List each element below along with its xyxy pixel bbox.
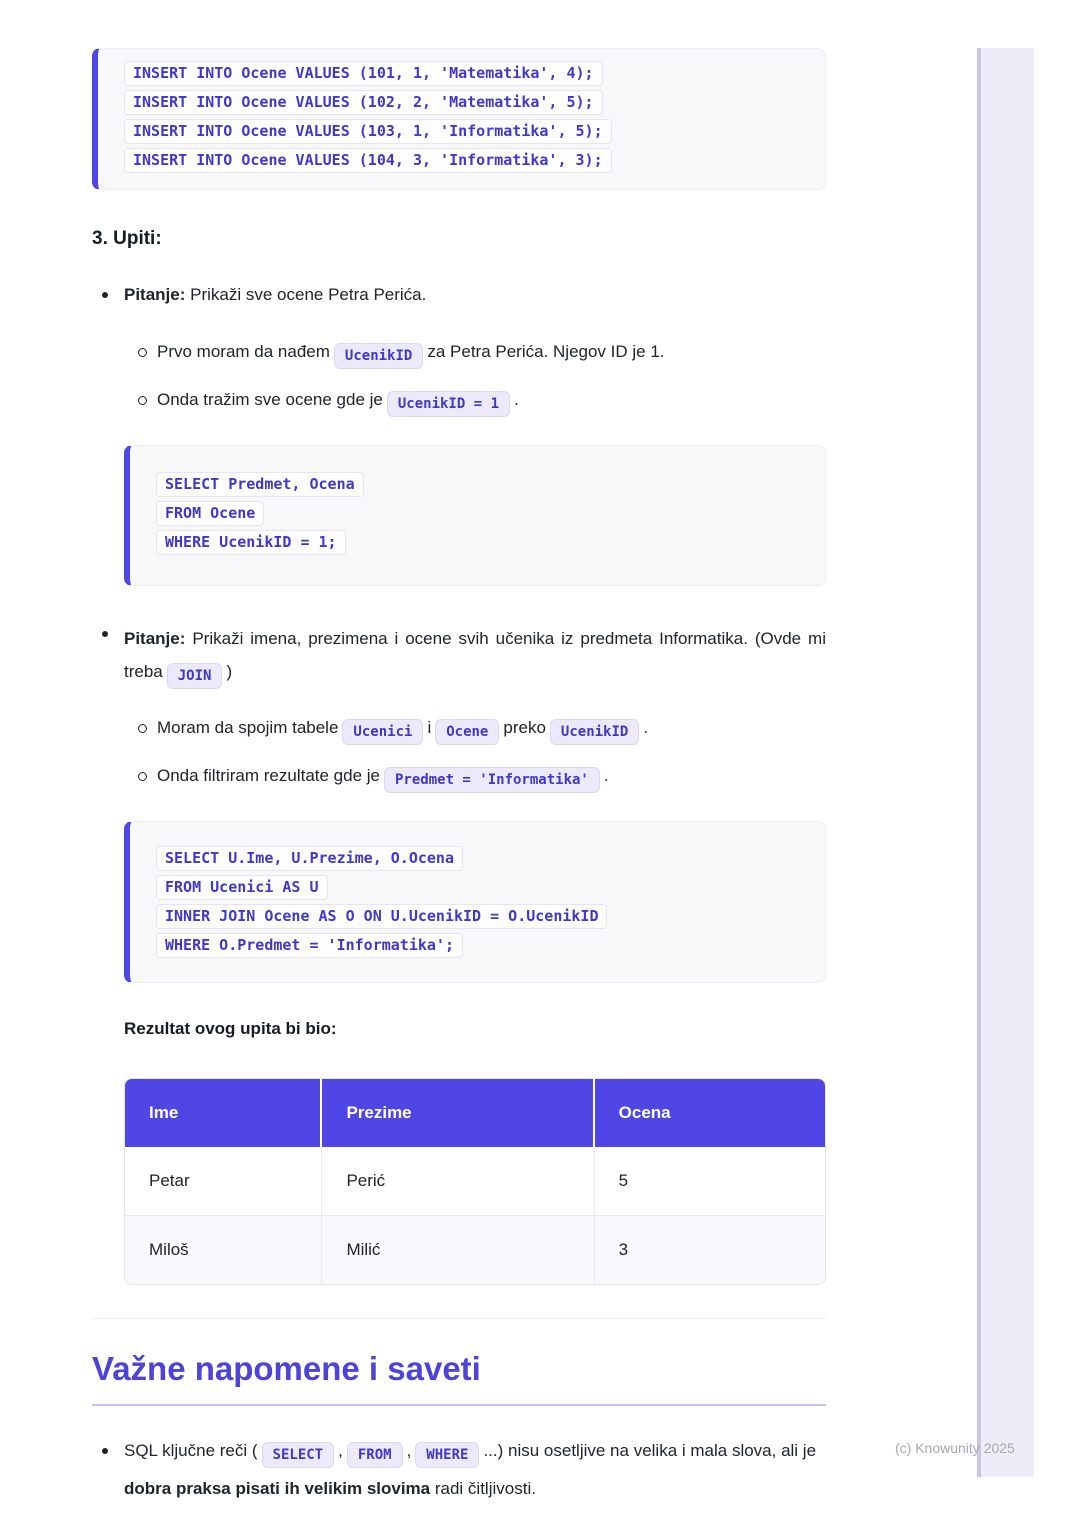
question-1-text — [124, 283, 826, 307]
sql-code: SELECT U.Ime, U.Prezime, O.Ocena — [156, 846, 463, 871]
step-text-post: za Petra Perića. Njegov ID je 1. — [427, 342, 665, 361]
code-block-join — [124, 821, 826, 983]
note-text-bold: dobra praksa pisati ih velikim slovima — [124, 1479, 431, 1498]
question-label: Pitanje: — [124, 285, 186, 304]
code-line — [124, 119, 805, 144]
note-1-text — [124, 1432, 826, 1508]
section-heading-napomene: Važne napomene i saveti — [92, 1348, 826, 1406]
sql-code: WHERE O.Predmet = 'Informatika'; — [156, 933, 463, 958]
table-cell: Perić — [322, 1147, 594, 1215]
inline-code-chip: Predmet = 'Informatika' — [384, 767, 600, 793]
table-header-ime: Ime — [125, 1079, 322, 1147]
note-text-sep: , — [338, 1441, 343, 1460]
inline-code-chip: Ucenici — [342, 719, 423, 745]
code-line — [156, 933, 805, 958]
inline-code-chip: UcenikID = 1 — [387, 391, 510, 417]
question-2 — [92, 622, 826, 689]
table-row — [125, 1147, 825, 1215]
code-line — [156, 472, 805, 497]
table-cell: Milić — [322, 1215, 594, 1284]
sql-code: INNER JOIN Ocene AS O ON U.UcenikID = O.UcenikID — [156, 904, 607, 929]
inline-code-chip: WHERE — [415, 1442, 479, 1468]
section-divider — [92, 1318, 826, 1319]
code-line — [124, 61, 805, 86]
question-1-step-1 — [126, 337, 826, 369]
sql-code: INSERT INTO Ocene VALUES (102, 2, 'Matematika', 5); — [124, 90, 603, 115]
question-2-step-2 — [126, 761, 826, 793]
code-line — [156, 846, 805, 871]
step-text-mid: i — [427, 718, 432, 737]
step-text — [157, 337, 826, 369]
watermark-text: (c) Knowunity 2025 — [895, 1440, 1015, 1456]
step-text-pre: Onda tražim sve ocene gde je — [157, 390, 383, 409]
inline-code-chip: UcenikID — [550, 719, 639, 745]
step-text — [157, 385, 826, 417]
sql-code: INSERT INTO Ocene VALUES (103, 1, 'Informatika', 5); — [124, 119, 612, 144]
code-line — [156, 501, 805, 526]
step-text — [157, 761, 826, 793]
document-content — [92, 0, 826, 1508]
inline-code-chip: JOIN — [167, 663, 223, 689]
code-line — [124, 148, 805, 173]
result-table — [124, 1078, 826, 1285]
inline-code-chip: UcenikID — [334, 343, 423, 369]
table-row — [125, 1215, 825, 1284]
code-line — [124, 90, 805, 115]
step-text-pre: Prvo moram da nađem — [157, 342, 330, 361]
inline-code-chip: FROM — [347, 1442, 403, 1468]
sql-code: INSERT INTO Ocene VALUES (101, 1, 'Matematika', 4); — [124, 61, 603, 86]
table-cell: 5 — [618, 1171, 629, 1190]
code-line — [156, 904, 805, 929]
table-cell: Petar — [125, 1147, 322, 1215]
sql-code: INSERT INTO Ocene VALUES (104, 3, 'Informatika', 3); — [124, 148, 612, 173]
step-text-pre: Moram da spojim tabele — [157, 718, 339, 737]
sql-code: FROM Ocene — [156, 501, 264, 526]
code-line — [156, 530, 805, 555]
bullet-icon — [92, 622, 124, 689]
sql-code: SELECT Predmet, Ocena — [156, 472, 364, 497]
sql-code: FROM Ucenici AS U — [156, 875, 328, 900]
bullet-icon — [92, 283, 124, 307]
table-cell: 3 — [595, 1215, 825, 1284]
step-text-pre: Onda filtriram rezultate gde je — [157, 766, 380, 785]
question-1 — [92, 283, 826, 307]
table-header-ocena: Ocena — [595, 1079, 825, 1147]
table-header-prezime: Prezime — [322, 1079, 594, 1147]
step-text-mid: preko — [503, 718, 546, 737]
code-block-inserts — [92, 48, 826, 190]
note-text-mid: ...) nisu osetljive na velika i mala slova, ali je — [483, 1441, 817, 1460]
question-2-text — [124, 622, 826, 689]
note-text-pre: SQL ključne reči ( — [124, 1441, 258, 1460]
note-1 — [92, 1432, 826, 1508]
section-heading-upiti: 3. Upiti: — [92, 228, 162, 249]
step-text-post: . — [603, 766, 609, 785]
bullet-icon — [92, 1432, 124, 1508]
table-cell: Miloš — [125, 1215, 322, 1284]
inline-code-chip: Ocene — [435, 719, 499, 745]
step-text — [157, 713, 826, 745]
question-1-step-2 — [126, 385, 826, 417]
question-body-after: ) — [226, 662, 233, 681]
table-header-row — [125, 1079, 825, 1147]
question-2-step-1 — [126, 713, 826, 745]
scrollbar[interactable] — [977, 48, 1034, 1477]
note-text-post: radi čitljivosti. — [434, 1479, 536, 1498]
note-text-sep: , — [406, 1441, 412, 1460]
question-body: Prikaži sve ocene Petra Perića. — [190, 285, 427, 304]
inline-code-chip: SELECT — [262, 1442, 335, 1468]
step-text-post: . — [514, 390, 519, 409]
code-block-select — [124, 445, 826, 586]
question-label: Pitanje: — [124, 629, 186, 648]
result-label: Rezultat ovog upita bi bio: — [124, 1019, 337, 1038]
question-body: Prikaži imena, prezimena i ocene svih učenika iz predmeta Informatika. (Ovde mi treba — [124, 629, 826, 681]
sql-code: WHERE UcenikID = 1; — [156, 530, 346, 555]
code-line — [156, 875, 805, 900]
step-text-post: . — [643, 718, 649, 737]
